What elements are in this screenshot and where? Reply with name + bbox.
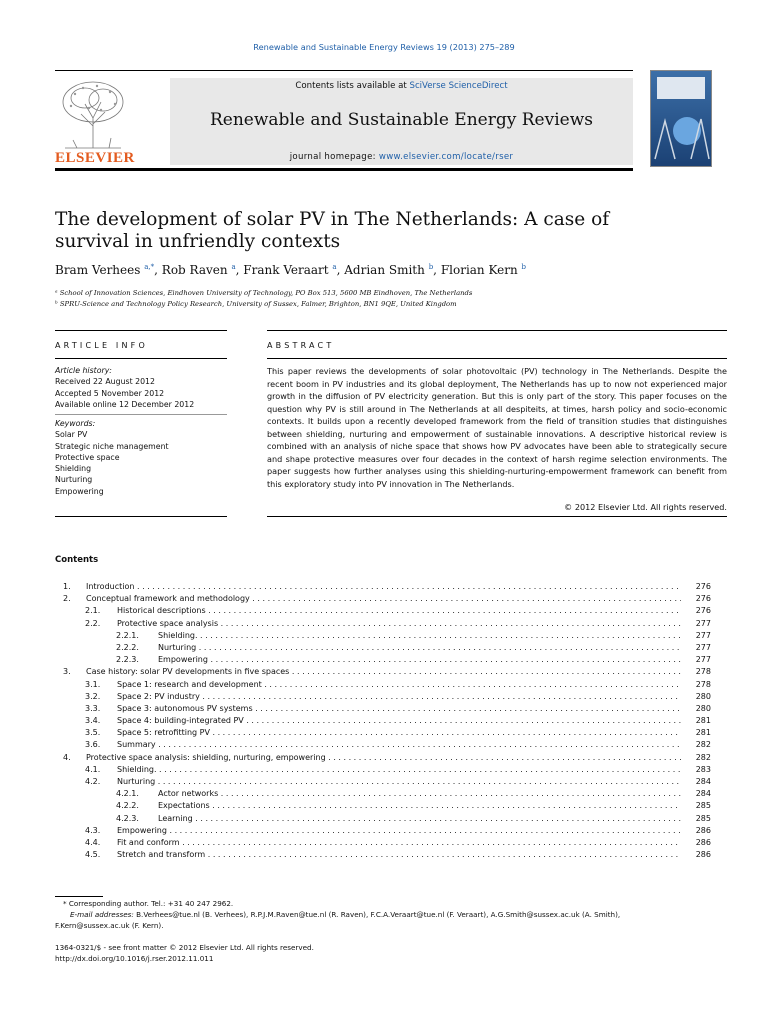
toc-entry[interactable] — [55, 704, 711, 716]
toc-entry-page: 281 — [695, 716, 711, 726]
toc-entry-number: 4.2.3. — [116, 813, 139, 823]
footnote-rule — [55, 896, 103, 897]
toc-entry-title: Shielding. . . . — [117, 765, 681, 774]
author-name: Adrian Smith — [344, 263, 425, 277]
toc-entry[interactable] — [55, 643, 711, 655]
toc-entry[interactable] — [55, 582, 711, 594]
toc-entry[interactable] — [55, 789, 711, 801]
contents-heading: Contents — [55, 555, 99, 565]
toc-entry-title: Space 5: retrofitting PV . . . — [117, 728, 681, 737]
toc-entry-number: 2. — [63, 594, 71, 604]
toc-entry-number: 2.2.2. — [116, 642, 139, 652]
author-affiliation-mark[interactable]: a — [332, 263, 337, 271]
toc-entry-number: 4.2.1. — [116, 789, 139, 799]
toc-entry[interactable] — [55, 801, 711, 813]
toc-entry-number: 3.1. — [85, 679, 101, 689]
toc-entry-title: Space 4: building-integrated PV . . . — [117, 716, 681, 725]
author-list: Bram Verhees $^{a,*}$, Rob Raven $^a$, Frank Veraart $^a$, Adrian Smith $^b$, Florian Kern $^b$ — [55, 263, 526, 277]
journal-citation[interactable]: Renewable and Sustainable Energy Reviews 19 (2013) 275–289 — [253, 42, 515, 52]
contents-available-text: Contents lists available at — [295, 81, 410, 91]
abstract-top-rule — [267, 330, 727, 331]
toc-entry-number: 3.4. — [85, 716, 101, 726]
toc-entry-page: 277 — [695, 642, 711, 652]
history-received: Received 22 August 2012 — [55, 377, 155, 387]
homepage-label: journal homepage: — [289, 152, 379, 162]
toc-entry-page: 276 — [695, 606, 711, 616]
toc-entry-number: 3.6. — [85, 740, 101, 750]
toc-entry-number: 1. — [63, 582, 71, 591]
toc-entry-title: Empowering . . . — [158, 655, 681, 664]
article-info-bottom-rule — [55, 516, 227, 517]
toc-entry[interactable] — [55, 606, 711, 618]
toc-entry[interactable] — [55, 740, 711, 752]
toc-entry-title: Protective space analysis: shielding, nurturing, empowering . . . — [86, 753, 681, 762]
article-history — [55, 365, 227, 410]
toc-entry-title: Protective space analysis . . . — [117, 619, 681, 628]
toc-entry[interactable] — [55, 655, 711, 667]
toc-entry[interactable] — [55, 594, 711, 606]
article-info-rule — [55, 358, 227, 359]
toc-entry-title: Stretch and transform . . . — [117, 850, 681, 859]
toc-entry-title: Space 3: autonomous PV systems . . . — [117, 704, 681, 713]
toc-entry-number: 4.1. — [85, 764, 101, 774]
keyword-item: Empowering — [55, 486, 104, 496]
toc-entry[interactable] — [55, 716, 711, 728]
toc-entry-number: 3.3. — [85, 703, 101, 713]
sciencedirect-link[interactable]: SciVerse ScienceDirect — [409, 81, 508, 91]
toc-entry-number: 2.1. — [85, 606, 101, 616]
toc-entry[interactable] — [55, 631, 711, 643]
toc-entry-number: 4.3. — [85, 825, 101, 835]
toc-entry-number: 3.5. — [85, 728, 101, 738]
table-of-contents — [55, 582, 711, 862]
keyword-item: Strategic niche management — [55, 441, 169, 451]
toc-entry[interactable] — [55, 728, 711, 740]
toc-entry-page: 277 — [695, 630, 711, 640]
toc-entry-page: 276 — [695, 582, 711, 591]
toc-entry-page: 282 — [695, 752, 711, 762]
toc-entry-title: Empowering . . . — [117, 826, 681, 835]
author-name: Florian Kern — [440, 263, 518, 277]
toc-entry-number: 4. — [63, 752, 71, 762]
author-name: Bram Verhees — [55, 263, 141, 277]
toc-entry-page: 277 — [695, 618, 711, 628]
toc-entry-page: 283 — [695, 764, 711, 774]
toc-entry-number: 2.2.1. — [116, 630, 139, 640]
toc-entry-title: Space 1: research and development . . . — [117, 680, 681, 689]
toc-entry-title: Shielding. . . . — [158, 631, 681, 640]
toc-entry-page: 286 — [695, 825, 711, 835]
toc-entry-title: Fit and conform . . . — [117, 838, 681, 847]
toc-entry-page: 286 — [695, 850, 711, 860]
author-name: Rob Raven — [161, 263, 228, 277]
affiliation-b: ᵇ SPRU-Science and Technology Policy Research, University of Sussex, Falmer, Brighton, BN1 9QE, United Kingdom — [55, 300, 457, 308]
toc-entry-title: Historical descriptions . . . — [117, 606, 681, 615]
toc-entry-page: 280 — [695, 691, 711, 701]
toc-entry[interactable] — [55, 777, 711, 789]
history-label: Article history: — [55, 366, 112, 375]
corresponding-author-note: * Corresponding author. Tel.: +31 40 247 2962. — [63, 899, 234, 908]
keywords-label: Keywords: — [55, 419, 96, 428]
toc-entry-page: 277 — [695, 655, 711, 665]
article-info-top-rule — [55, 330, 227, 331]
email-list[interactable]: B.Verhees@tue.nl (B. Verhees), R.P.J.M.Raven@tue.nl (R. Raven), F.C.A.Veraart@tue.nl (F. Veraart), A.G.Smith@sussex.ac.uk (A. Smith), — [136, 910, 621, 919]
history-accepted: Accepted 5 November 2012 — [55, 388, 165, 398]
email-addresses — [70, 909, 620, 920]
toc-entry-title: Case history: solar PV developments in five spaces . . . — [86, 667, 681, 676]
toc-entry-page: 285 — [695, 813, 711, 823]
affiliation-a: ᵃ School of Innovation Sciences, Eindhoven University of Technology, PO Box 513, 5600 MB Eindhoven, The Netherlands — [55, 289, 473, 297]
toc-entry[interactable] — [55, 680, 711, 692]
toc-entry[interactable] — [55, 667, 711, 679]
toc-entry-number: 3.2. — [85, 691, 101, 701]
toc-entry-title: Actor networks . . . — [158, 789, 681, 798]
homepage-link[interactable]: www.elsevier.com/locate/rser — [378, 152, 514, 162]
toc-entry-number: 4.2.2. — [116, 801, 139, 811]
toc-entry[interactable] — [55, 838, 711, 850]
cover-image-icon — [651, 71, 711, 166]
toc-entry-page: 278 — [695, 679, 711, 689]
keyword-item: Protective space — [55, 452, 120, 462]
article-title: The development of solar PV in The Netherlands: A case of survival in unfriendly contexts — [55, 209, 610, 252]
toc-entry-number: 4.2. — [85, 777, 101, 786]
journal-homepage-line — [170, 152, 633, 162]
elsevier-tree-logo-icon — [55, 78, 131, 150]
journal-cover-thumbnail — [650, 70, 712, 167]
header-top-rule — [55, 70, 633, 71]
author-affiliation-mark[interactable]: b — [428, 263, 434, 271]
toc-entry[interactable] — [55, 753, 711, 765]
email-list-continued[interactable]: F.Kern@sussex.ac.uk (F. Kern). — [55, 921, 164, 930]
doi-link[interactable]: http://dx.doi.org/10.1016/j.rser.2012.11.011 — [55, 954, 214, 963]
toc-entry[interactable] — [55, 692, 711, 704]
toc-entry-page: 281 — [695, 728, 711, 738]
toc-entry-number: 4.4. — [85, 837, 101, 847]
abstract-rule — [267, 358, 727, 359]
keyword-item: Shielding — [55, 464, 92, 474]
toc-entry-number: 3. — [63, 667, 71, 677]
toc-entry[interactable] — [55, 814, 711, 826]
toc-entry-number: 2.2. — [85, 618, 101, 628]
toc-entry-title: Learning . . . — [158, 814, 681, 823]
email-label: E-mail addresses: — [70, 910, 134, 919]
contents-available-line — [170, 81, 633, 91]
toc-entry-number: 2.2.3. — [116, 655, 139, 665]
keyword-item: Solar PV — [55, 430, 88, 440]
toc-entry-title: Nurturing . . . — [158, 643, 681, 652]
header-bottom-rule — [55, 168, 633, 171]
toc-entry-page: 284 — [695, 789, 711, 799]
author-affiliation-mark[interactable]: a,* — [144, 263, 155, 271]
toc-entry-title: Expectations . . . — [158, 801, 681, 810]
abstract-copyright: © 2012 Elsevier Ltd. All rights reserved. — [564, 502, 727, 512]
toc-entry-page: 286 — [695, 837, 711, 847]
toc-entry-page: 278 — [695, 667, 711, 677]
toc-entry-page: 276 — [695, 594, 711, 604]
keywords-block — [55, 418, 227, 497]
article-info-heading: ARTICLE INFO — [55, 341, 148, 350]
abstract-bottom-rule — [267, 516, 727, 517]
toc-entry-title: Summary . . . — [117, 740, 681, 749]
author-affiliation-mark[interactable]: b — [521, 263, 526, 271]
toc-entry-page: 285 — [695, 801, 711, 811]
history-divider — [55, 414, 227, 415]
toc-entry-page: 284 — [695, 777, 711, 786]
toc-entry[interactable] — [55, 826, 711, 838]
toc-entry[interactable] — [55, 619, 711, 631]
abstract-heading: ABSTRACT — [267, 341, 335, 350]
toc-entry-title: Conceptual framework and methodology . . . — [86, 594, 681, 603]
abstract-text: This paper reviews the developments of solar photovoltaic (PV) technology in The Netherlands. Despite the recent boom in PV industries and its global deployment, The Netherlands has up to now not experienced major growth in the diffusion of PV electricity generation. But this is only part of the story. This paper focuses on the question why PV is still around in The Netherlands at all despiteits, at times, harsh policy and socio-economic contexts. It builds upon a recently developed framework from the field of transition studies that distinguishes between shielding, nurturing and empowerment of sustainable innovations. A descriptive historical review is combined with an analysis of niche space that shows how PV advocates have been able to strategically secure and shape protective measures over four decades in the context of harsh regime selection environments. The paper suggests how further analyses using this shielding-nurturing-empowerment framework can benefit from this exploratory study into PV innovation in The Netherlands. — [267, 366, 727, 489]
journal-title: Renewable and Sustainable Energy Reviews — [210, 110, 593, 130]
author-name: Frank Veraart — [243, 263, 329, 277]
toc-entry[interactable] — [55, 850, 711, 862]
toc-entry-page: 280 — [695, 703, 711, 713]
author-affiliation-mark[interactable]: a — [231, 263, 236, 271]
toc-entry-title: Introduction . . . — [86, 582, 681, 591]
toc-entry-title: Nurturing . . . — [117, 777, 681, 786]
issn-line: 1364-0321/$ - see front matter © 2012 Elsevier Ltd. All rights reserved. — [55, 943, 314, 952]
keyword-item: Nurturing — [55, 475, 93, 485]
toc-entry[interactable] — [55, 765, 711, 777]
toc-entry-page: 282 — [695, 740, 711, 750]
toc-entry-number: 4.5. — [85, 850, 101, 860]
history-online: Available online 12 December 2012 — [55, 399, 195, 409]
toc-entry-title: Space 2: PV industry . . . — [117, 692, 681, 701]
publisher-wordmark: ELSEVIER — [55, 150, 135, 166]
